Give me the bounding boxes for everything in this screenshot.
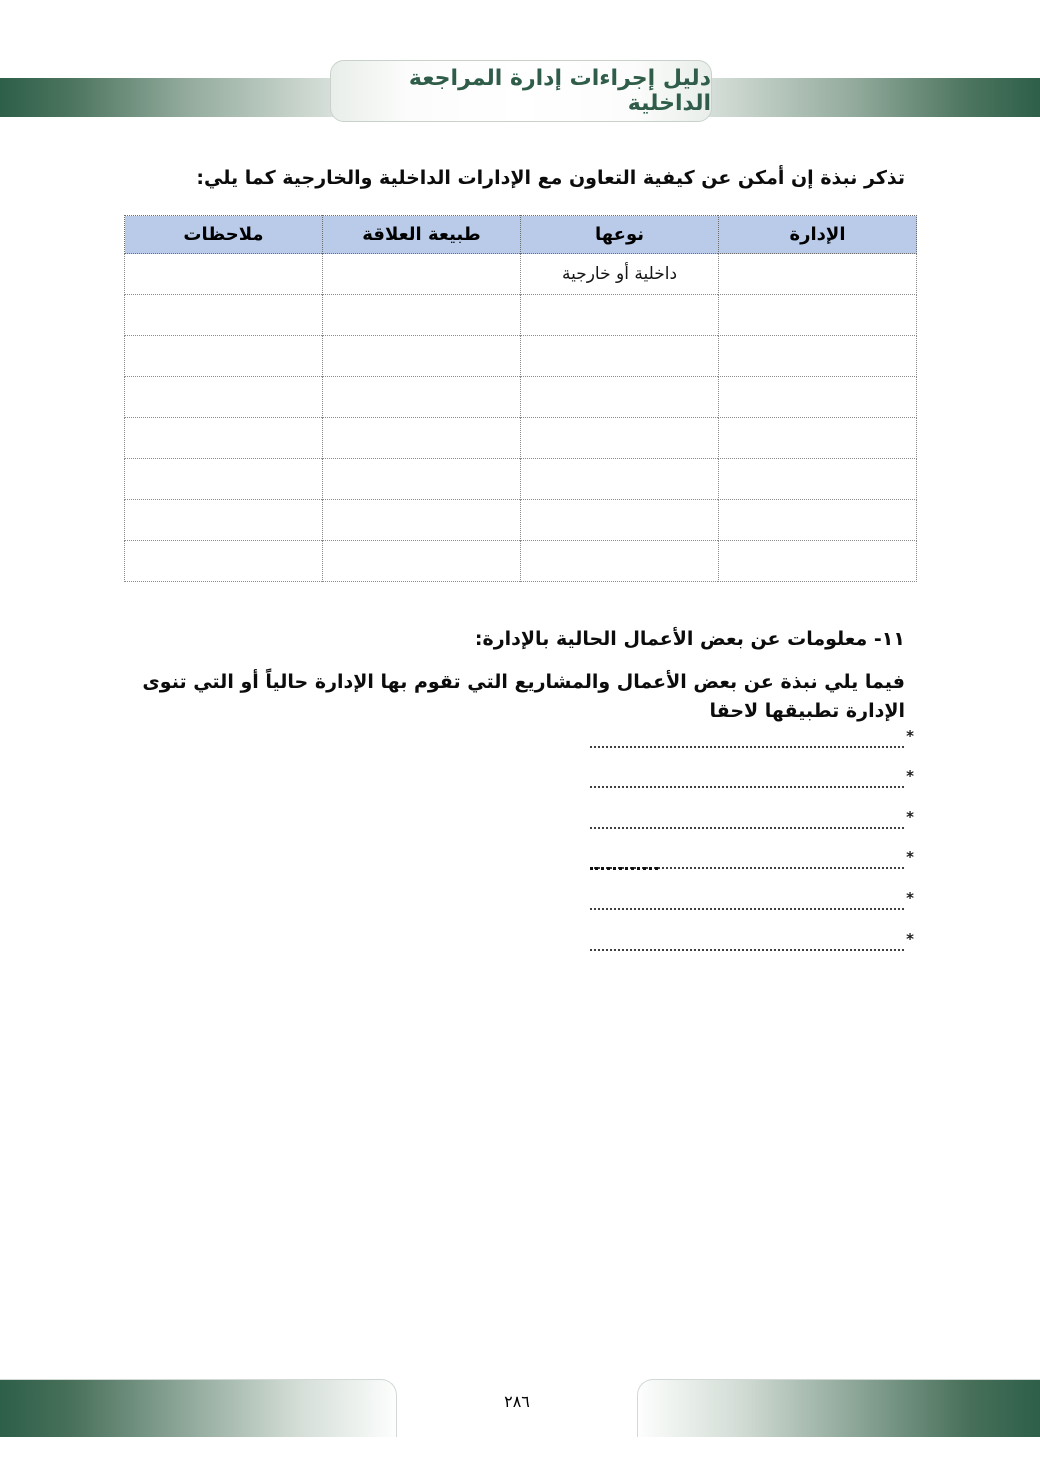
- section-11-heading: ١١- معلومات عن بعض الأعمال الحالية بالإدارة:: [474, 628, 905, 650]
- table-cell: [521, 295, 719, 336]
- bullet-asterisk: *: [906, 807, 914, 826]
- table-cell: [719, 295, 917, 336]
- table-cell: [125, 500, 323, 541]
- table-cell: [719, 336, 917, 377]
- table-row: [125, 295, 917, 336]
- answer-line: [584, 834, 914, 875]
- table-cell: [521, 541, 719, 582]
- table-cell: [323, 459, 521, 500]
- answer-line: [584, 712, 914, 753]
- table-cell: [125, 377, 323, 418]
- table-cell: [521, 418, 719, 459]
- table-cell: [521, 336, 719, 377]
- table-cell: داخلية أو خارجية: [521, 254, 719, 295]
- intro-paragraph: تذكر نبذة إن أمكن عن كيفية التعاون مع الإدارات الداخلية والخارجية كما يلي:: [196, 167, 905, 189]
- answer-line: [584, 753, 914, 794]
- answer-line: [584, 793, 914, 834]
- table-row: [125, 459, 917, 500]
- bullet-asterisk: *: [906, 848, 914, 867]
- answer-lines-list: [584, 712, 914, 956]
- table-cell: [719, 500, 917, 541]
- table-cell: [323, 500, 521, 541]
- dotted-blank-line: [590, 786, 904, 788]
- header-title-tab: [330, 60, 712, 122]
- table-cell: [125, 541, 323, 582]
- answer-line: [584, 915, 914, 956]
- footer-gradient-band-right: [637, 1379, 1040, 1437]
- table-cell: [521, 500, 719, 541]
- bullet-asterisk: *: [906, 767, 914, 786]
- table-row: [125, 336, 917, 377]
- answer-line: [584, 874, 914, 915]
- table-cell: [719, 254, 917, 295]
- table-cell: [719, 541, 917, 582]
- table-cell: [719, 377, 917, 418]
- bullet-asterisk: *: [906, 726, 914, 745]
- table-cell: [521, 459, 719, 500]
- table-cell: [323, 377, 521, 418]
- dotted-blank-line: [590, 867, 904, 869]
- table-cell: [125, 254, 323, 295]
- column-header-department: الإدارة: [719, 216, 917, 254]
- table-row: [125, 418, 917, 459]
- table-cell: [323, 541, 521, 582]
- table-cell: [323, 418, 521, 459]
- bullet-asterisk: *: [906, 929, 914, 948]
- table-row: [125, 377, 917, 418]
- table-cell: [719, 418, 917, 459]
- table-cell: [125, 459, 323, 500]
- column-header-type: نوعها: [521, 216, 719, 254]
- cooperation-table: [124, 215, 917, 582]
- dotted-blank-line: [590, 908, 904, 910]
- page-number: ٢٨٦: [504, 1392, 530, 1411]
- table-cell: [521, 377, 719, 418]
- dotted-blank-line: [590, 949, 904, 951]
- dotted-blank-line: [590, 827, 904, 829]
- table-cell: [125, 295, 323, 336]
- table-cell: [323, 295, 521, 336]
- table-header-row: [125, 216, 917, 254]
- table-cell: [323, 336, 521, 377]
- footer-gradient-band-left: [0, 1379, 397, 1437]
- column-header-notes: ملاحظات: [125, 216, 323, 254]
- table-row: [125, 541, 917, 582]
- page-header-title: دليل إجراءات إدارة المراجعة الداخلية: [408, 66, 711, 116]
- table-row: [125, 254, 917, 295]
- bullet-asterisk: *: [906, 888, 914, 907]
- column-header-relationship-nature: طبيعة العلاقة: [323, 216, 521, 254]
- dotted-blank-line: [590, 746, 904, 748]
- table-cell: [125, 418, 323, 459]
- table-cell: [125, 336, 323, 377]
- table-cell: [323, 254, 521, 295]
- table-cell: [719, 459, 917, 500]
- section-11-description: فيما يلي نبذة عن بعض الأعمال والمشاريع التي تقوم بها الإدارة حالياً أو التي تنوى الإدارة تطبيقها لاحقا: [142, 671, 905, 722]
- table-row: [125, 500, 917, 541]
